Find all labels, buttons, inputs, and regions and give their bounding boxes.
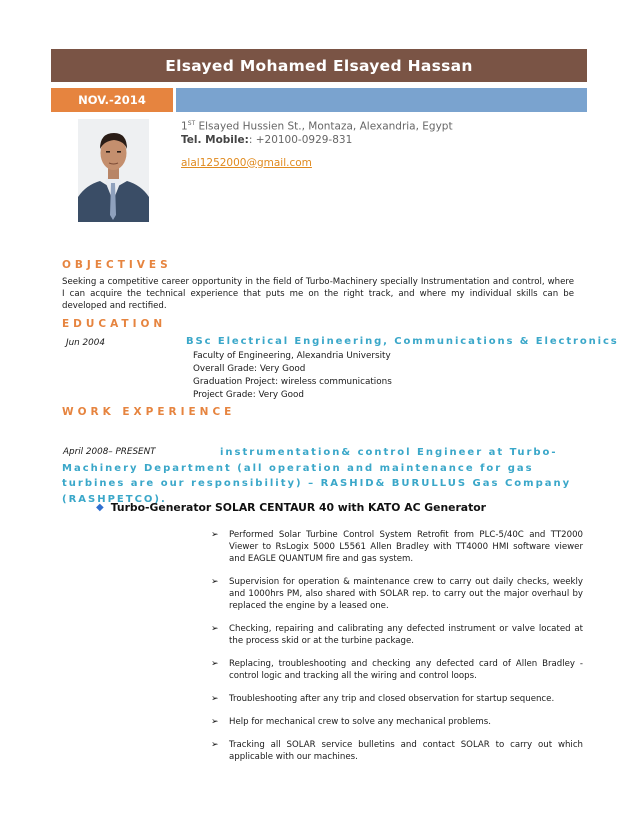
project-item <box>96 501 486 514</box>
list-item: ➢ Troubleshooting after any trip and closed observation for startup sequence. <box>211 694 555 704</box>
email-link[interactable]: alal1252000@gmail.com <box>181 156 312 169</box>
education-heading: EDUCATION <box>62 318 167 330</box>
education-details <box>193 350 392 402</box>
objectives-text: Seeking a competitive career opportunity in the field of Turbo-Machinery specially Instrumentation and control, where I can acquire the technical experience that puts me on the right track, and where my individual skills can be developed and rectified. <box>62 277 574 311</box>
profile-photo <box>78 119 149 222</box>
education-line: Faculty of Engineering, Alexandria University <box>193 351 391 361</box>
project-title: Turbo-Generator SOLAR CENTAUR 40 with KATO AC Generator <box>110 501 486 514</box>
arrow-right-icon: ➢ <box>211 530 219 540</box>
name-header <box>51 49 587 82</box>
resume-date: NOV.-2014 <box>78 93 146 107</box>
list-item: ➢ Supervision for operation & maintenance crew to carry out daily checks, weekly and 1000hrs PM, also shared with SOLAR rep. to carry out the major overhaul by replaced the engine by a leased one. <box>211 577 583 611</box>
arrow-right-icon: ➢ <box>211 659 219 669</box>
list-item: ➢ Tracking all SOLAR service bulletins and contact SOLAR to carry out which applicable with our machines. <box>211 740 583 762</box>
objectives-heading: OBJECTIVES <box>62 259 172 271</box>
header-accent-bar <box>176 88 587 112</box>
list-item: ➢ Help for mechanical crew to solve any mechanical problems. <box>211 717 491 727</box>
arrow-right-icon: ➢ <box>211 624 219 634</box>
work-date: April 2008– PRESENT <box>63 447 156 457</box>
arrow-right-icon: ➢ <box>211 740 219 750</box>
contact-block <box>181 117 453 170</box>
arrow-right-icon: ➢ <box>211 577 219 587</box>
degree-title: BSc Electrical Engineering, Communications & Electronics <box>186 336 619 347</box>
education-line: Project Grade: Very Good <box>193 390 305 400</box>
diamond-icon: ◆ <box>96 502 104 513</box>
phone-line <box>181 134 453 147</box>
phone-number: : +20100-0929-831 <box>248 133 353 146</box>
work-heading: WORK EXPERIENCE <box>62 406 236 418</box>
arrow-right-icon: ➢ <box>211 717 219 727</box>
job-title: instrumentation& control Engineer at Turbo-Machinery Department (all operation and maintenance for gas turbines are our responsibility) – RASHID& BURULLUS Gas Company (RASHPETCO). <box>62 447 572 505</box>
address-superscript: ST <box>187 120 196 127</box>
task-list <box>211 529 583 774</box>
phone-label: Tel. Mobile: <box>181 133 249 146</box>
list-item: ➢ Replacing, troubleshooting and checking any defected card of Allen Bradley -control logic and tracking all the wiring and control loops. <box>211 659 583 681</box>
list-item: ➢ Performed Solar Turbine Control System Retrofit from PLC-5/40C and TT2000 Viewer to RsLogix 5000 L5561 Allen Bradley with TT4000 HMI software viewer and EAGLE QUANTUM fire and gas system. <box>211 530 583 564</box>
arrow-right-icon: ➢ <box>211 694 219 704</box>
portrait-image <box>78 119 149 222</box>
list-item: ➢ Checking, repairing and calibrating any defected instrument or valve located at the process skid or at the turbine package. <box>211 624 583 646</box>
education-date: Jun 2004 <box>66 338 105 348</box>
address-line: 1ST Elsayed Hussien St., Montaza, Alexandria, Egypt <box>181 120 453 133</box>
date-badge <box>51 88 173 112</box>
education-line: Overall Grade: Very Good <box>193 364 306 374</box>
candidate-name: Elsayed Mohamed Elsayed Hassan <box>165 56 473 75</box>
education-line: Graduation Project: wireless communications <box>193 377 392 387</box>
